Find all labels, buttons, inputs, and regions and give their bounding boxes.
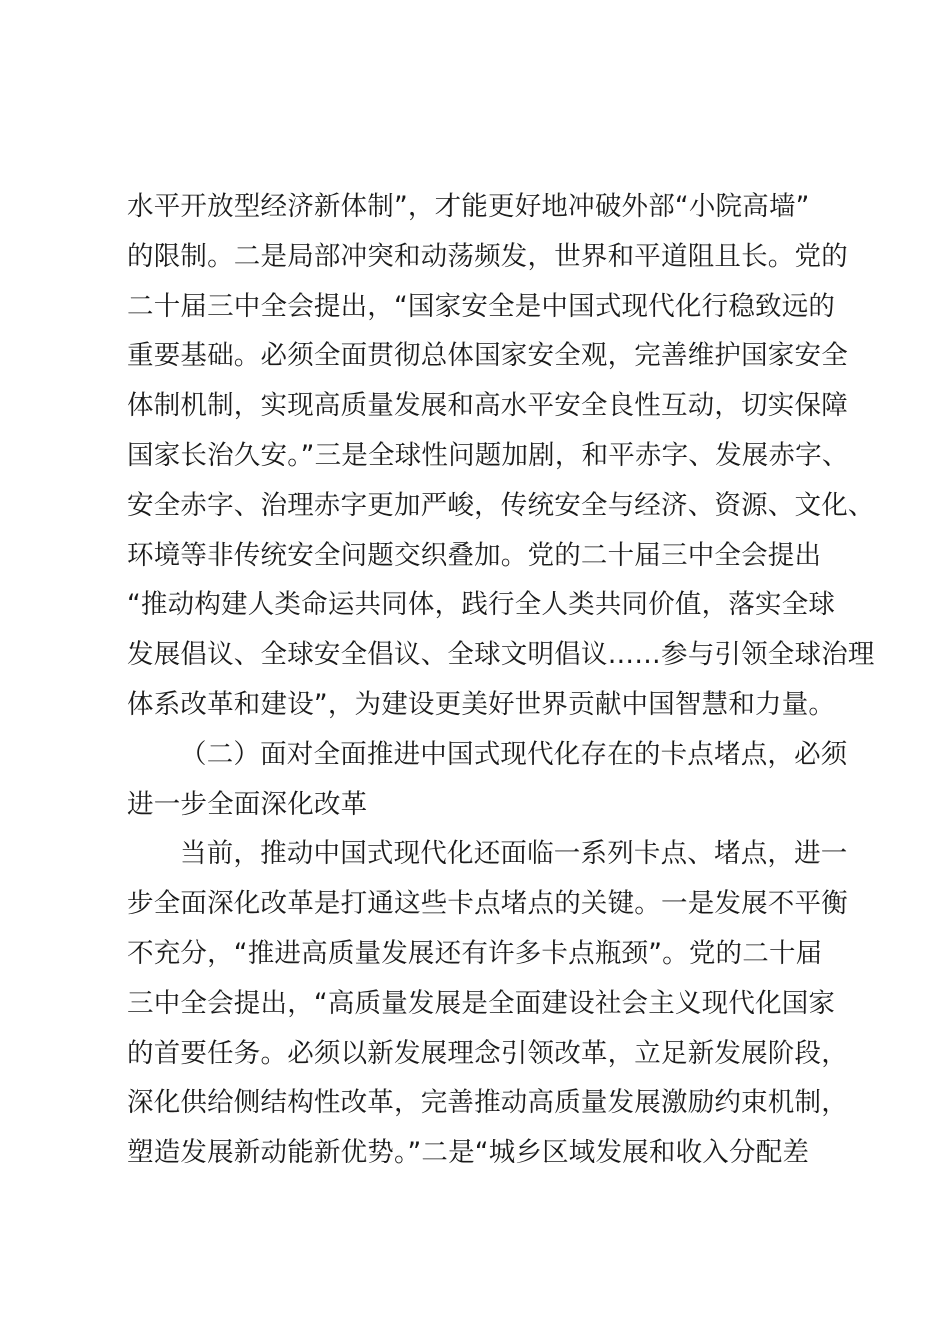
- text-line: 步全面深化改革是打通这些卡点堵点的关键。一是发展不平衡: [127, 888, 848, 920]
- text-line: 深化供给侧结构性改革，完善推动高质量发展激励约束机制，: [127, 1087, 848, 1119]
- text-line: 安全赤字、治理赤字更加严峻，传统安全与经济、资源、文化、: [127, 489, 875, 521]
- text-line: 的限制。二是局部冲突和动荡频发，世界和平道阻且长。党的: [127, 240, 848, 272]
- text-line: 体系改革和建设”，为建设更美好世界贡献中国智慧和力量。: [127, 688, 836, 720]
- text-line: 发展倡议、全球安全倡议、全球文明倡议……参与引领全球治理: [127, 639, 875, 671]
- text-line: 水平开放型经济新体制”，才能更好地冲破外部“小院高墙”: [127, 191, 810, 222]
- text-line: 塑造发展新动能新优势。”二是“城乡区域发展和收入分配差: [127, 1137, 810, 1169]
- text-line: 不充分，“推进高质量发展还有许多卡点瓶颈”。党的二十届: [127, 937, 823, 969]
- text-line: “推动构建人类命运共同体，践行全人类共同价值，落实全球: [127, 589, 836, 621]
- text-line: 环境等非传统安全问题交织叠加。党的二十届三中全会提出: [127, 539, 822, 571]
- text-line: 的首要任务。必须以新发展理念引领改革，立足新发展阶段，: [127, 1037, 848, 1069]
- text-line: 二十届三中全会提出，“国家安全是中国式现代化行稳致远的: [127, 290, 836, 322]
- document-body: [127, 182, 875, 1178]
- section-heading-line: 进一步全面深化改革: [127, 788, 368, 820]
- text-line: 体制机制，实现高质量发展和高水平安全良性互动，切实保障: [127, 390, 848, 422]
- text-line: 国家长治久安。”三是全球性问题加剧，和平赤字、发展赤字、: [127, 439, 849, 471]
- text-line: 重要基础。必须全面贯彻总体国家安全观，完善维护国家安全: [127, 340, 848, 372]
- paragraph-first-line: 当前，推动中国式现代化还面临一系列卡点、堵点，进一: [180, 838, 848, 870]
- section-heading-line: （二）面对全面推进中国式现代化存在的卡点堵点，必须: [180, 738, 848, 770]
- text-line: 三中全会提出，“高质量发展是全面建设社会主义现代化国家: [127, 987, 836, 1019]
